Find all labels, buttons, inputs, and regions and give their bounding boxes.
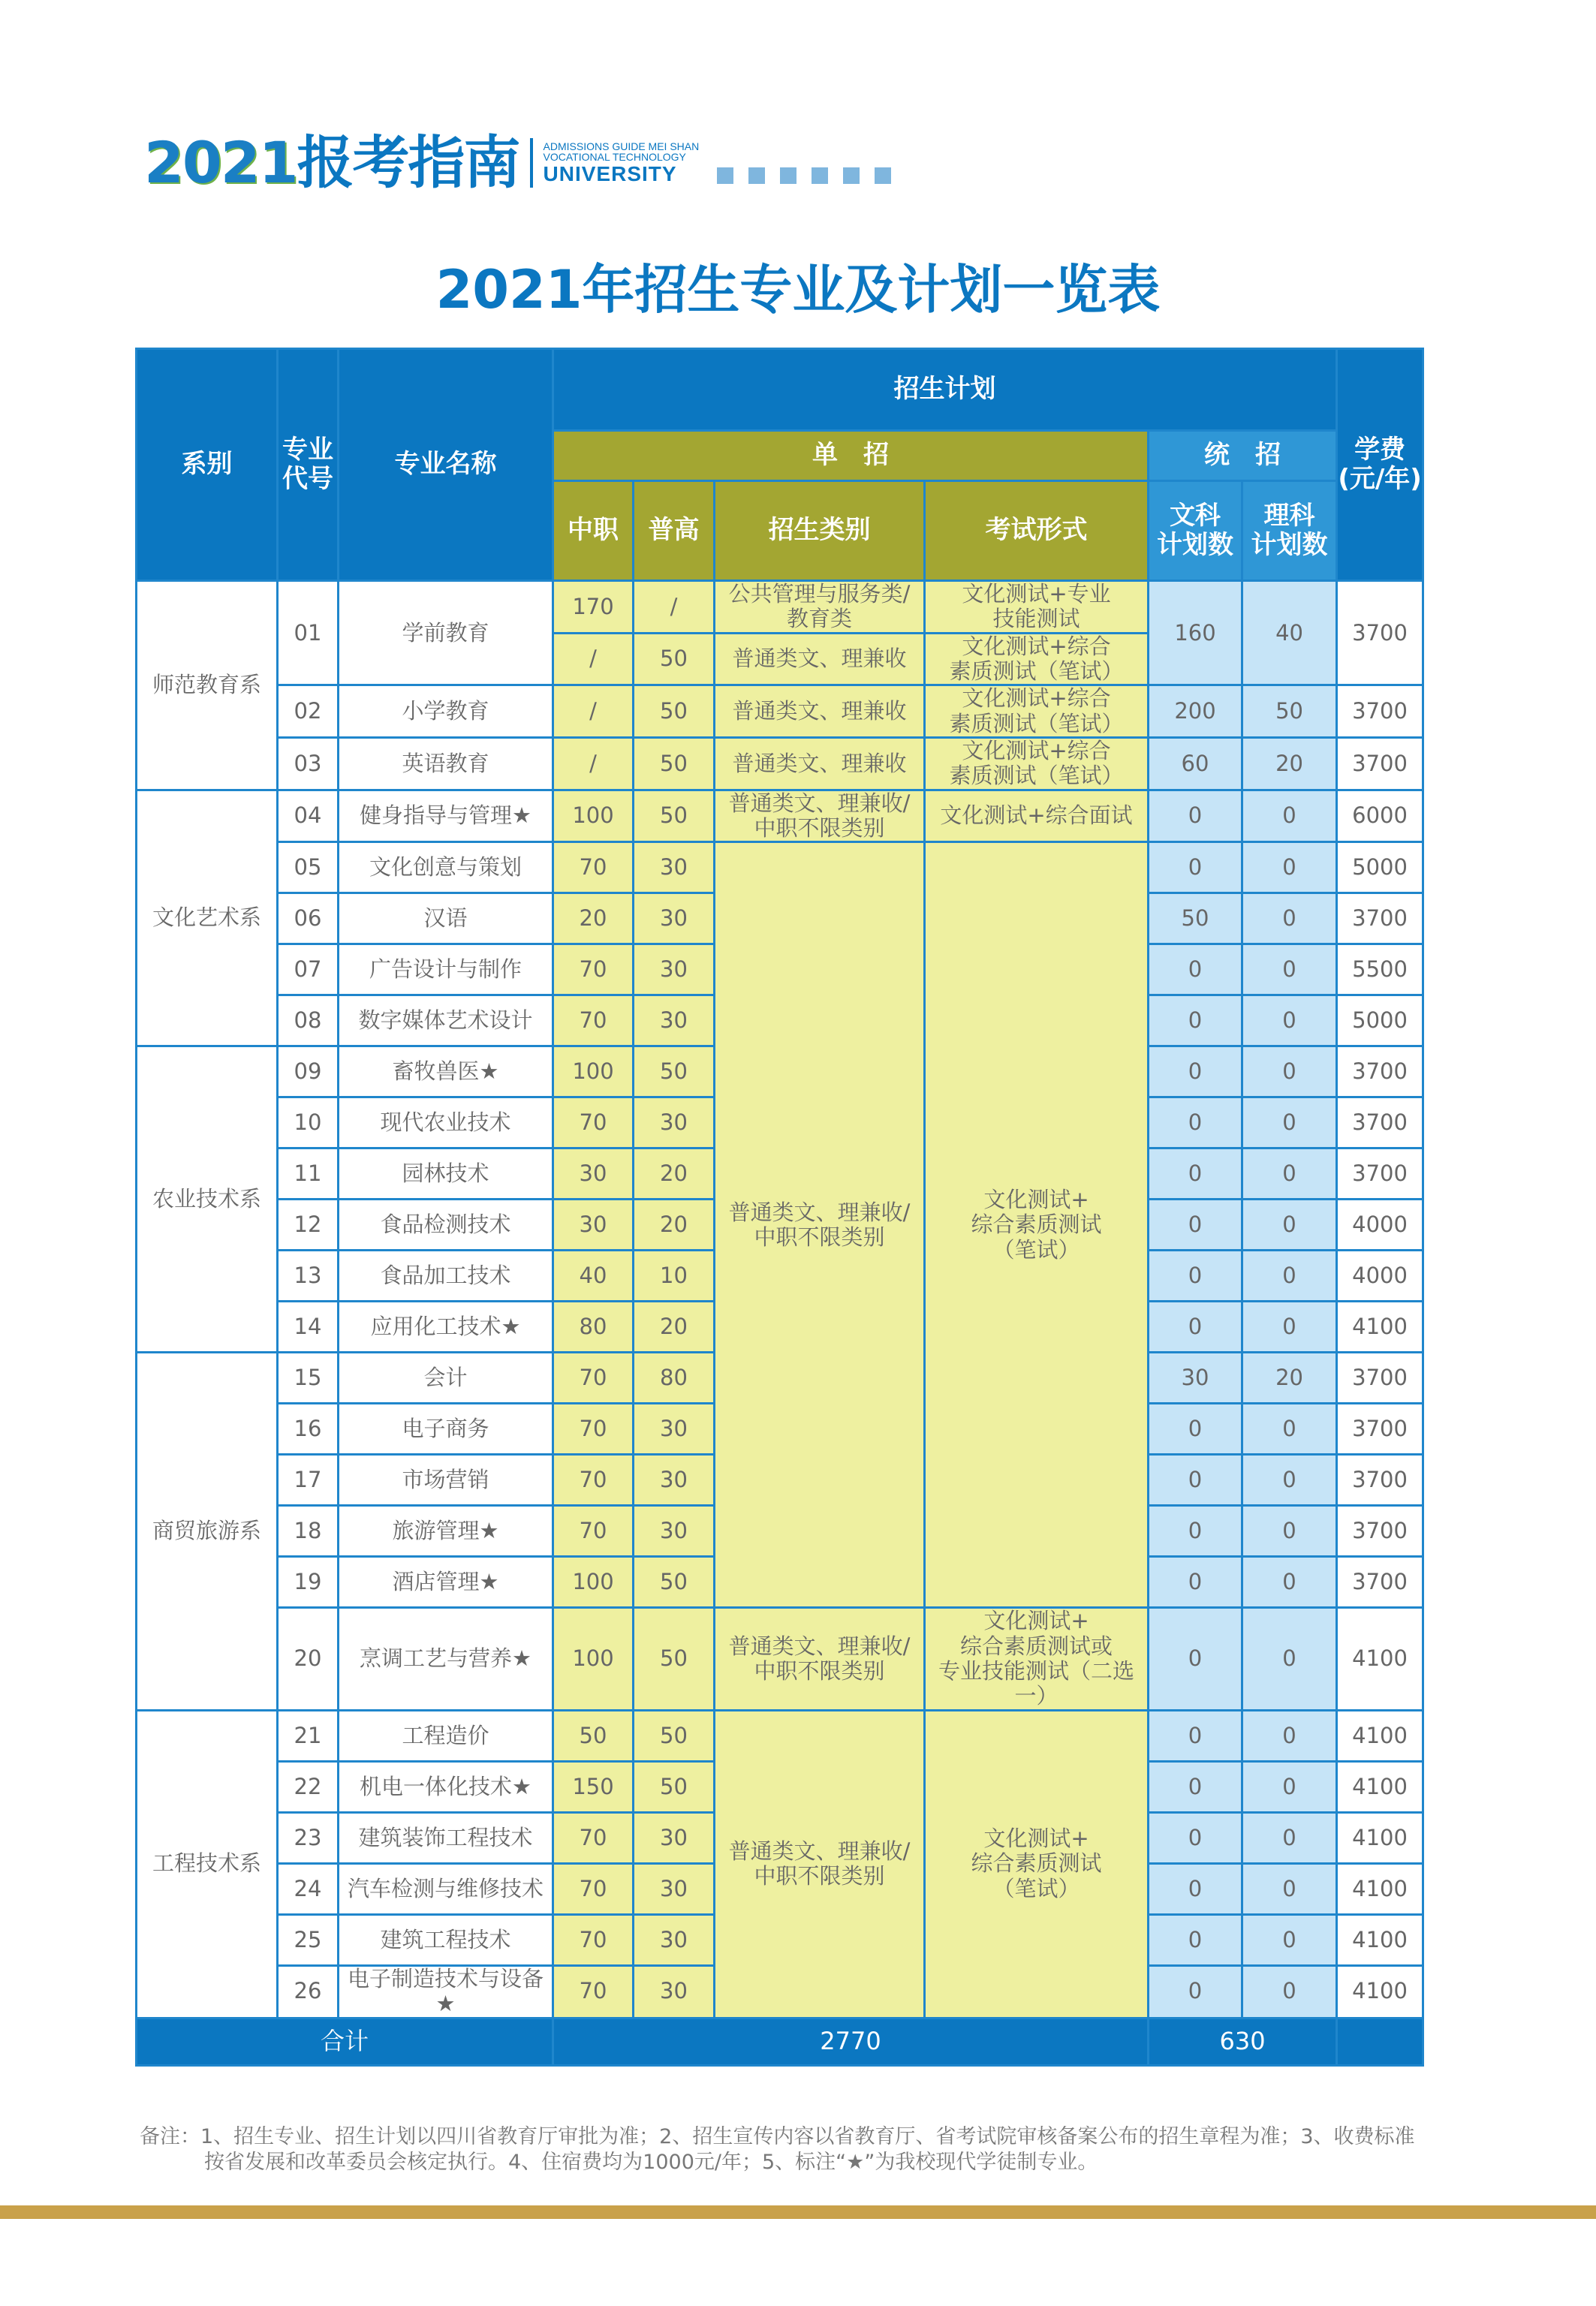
tuition-fee: 4000: [1337, 1251, 1423, 1302]
like-count: 0: [1242, 1506, 1337, 1557]
like-count: 0: [1242, 1710, 1337, 1761]
enroll-category: 普通类文、理兼收/ 中职不限类别: [715, 1608, 925, 1710]
zhongzhi-count: 170: [553, 581, 634, 634]
pugao-count: 30: [634, 1863, 715, 1914]
major-code: 17: [278, 1455, 339, 1506]
unified-total: 630: [1149, 2018, 1337, 2065]
wenke-count: 0: [1149, 1148, 1242, 1200]
major-code: 04: [278, 790, 339, 842]
header-plan: 招生计划: [553, 349, 1337, 431]
major-code: 18: [278, 1506, 339, 1557]
logo-title: 2021报考指南: [144, 129, 519, 196]
wenke-count: 0: [1149, 1965, 1242, 2018]
like-count: 0: [1242, 1251, 1337, 1302]
header-fee: 学费 (元/年): [1337, 349, 1423, 581]
zhongzhi-count: /: [553, 738, 634, 790]
like-count: 0: [1242, 1046, 1337, 1097]
major-code: 14: [278, 1302, 339, 1353]
pugao-count: 50: [634, 1608, 715, 1710]
enroll-category: 普通类文、理兼收/ 中职不限类别: [715, 842, 925, 1608]
like-count: 0: [1242, 1404, 1337, 1455]
department-cell: 师范教育系: [137, 581, 278, 790]
like-count: 0: [1242, 1863, 1337, 1914]
like-count: 0: [1242, 1557, 1337, 1608]
pugao-count: 50: [634, 1557, 715, 1608]
exam-form: 文化测试+综合 素质测试（笔试）: [925, 685, 1149, 738]
major-code: 24: [278, 1863, 339, 1914]
header-wenke: 文科 计划数: [1149, 481, 1242, 581]
major-code: 12: [278, 1200, 339, 1251]
major-name: 小学教育: [339, 685, 553, 738]
wenke-count: 0: [1149, 1914, 1242, 1965]
tuition-fee: 3700: [1337, 685, 1423, 738]
major-code: 26: [278, 1965, 339, 2018]
wenke-count: 0: [1149, 842, 1242, 893]
pugao-count: 30: [634, 944, 715, 995]
exam-form: 文化测试+ 综合素质测试或 专业技能测试（二选一）: [925, 1608, 1149, 1710]
tuition-fee: 3700: [1337, 1506, 1423, 1557]
header-major: 专业名称: [339, 349, 553, 581]
pugao-count: 30: [634, 1506, 715, 1557]
pugao-count: 10: [634, 1251, 715, 1302]
zhongzhi-count: 70: [553, 1965, 634, 2018]
major-name: 英语教育: [339, 738, 553, 790]
tuition-fee: 4000: [1337, 1200, 1423, 1251]
zhongzhi-count: 50: [553, 1710, 634, 1761]
tuition-fee: 3700: [1337, 1097, 1423, 1148]
major-name: 广告设计与制作: [339, 944, 553, 995]
tuition-fee: 4100: [1337, 1965, 1423, 2018]
zhongzhi-count: 30: [553, 1148, 634, 1200]
enroll-category: 公共管理与服务类/ 教育类: [715, 581, 925, 634]
major-code: 10: [278, 1097, 339, 1148]
tuition-fee: 3700: [1337, 1148, 1423, 1200]
major-name: 健身指导与管理★: [339, 790, 553, 842]
wenke-count: 0: [1149, 1557, 1242, 1608]
tuition-fee: 3700: [1337, 1557, 1423, 1608]
zhongzhi-count: 70: [553, 842, 634, 893]
major-name: 食品检测技术: [339, 1200, 553, 1251]
exam-form: 文化测试+综合 素质测试（笔试）: [925, 738, 1149, 790]
major-code: 07: [278, 944, 339, 995]
tuition-fee: 3700: [1337, 581, 1423, 685]
wenke-count: 200: [1149, 685, 1242, 738]
exam-form: 文化测试+ 综合素质测试 （笔试）: [925, 842, 1149, 1608]
wenke-count: 0: [1149, 1302, 1242, 1353]
fee-total: [1337, 2018, 1423, 2065]
single-total: 2770: [553, 2018, 1149, 2065]
wenke-count: 0: [1149, 995, 1242, 1046]
pugao-count: 30: [634, 1965, 715, 2018]
zhongzhi-count: 70: [553, 1506, 634, 1557]
like-count: 0: [1242, 1148, 1337, 1200]
major-name: 工程造价: [339, 1710, 553, 1761]
like-count: 20: [1242, 738, 1337, 790]
zhongzhi-count: 100: [553, 1557, 634, 1608]
pugao-count: 50: [634, 1761, 715, 1812]
wenke-count: 50: [1149, 893, 1242, 944]
wenke-count: 0: [1149, 1812, 1242, 1863]
like-count: 0: [1242, 1200, 1337, 1251]
zhongzhi-count: 20: [553, 893, 634, 944]
zhongzhi-count: 70: [553, 1812, 634, 1863]
zhongzhi-count: 150: [553, 1761, 634, 1812]
tuition-fee: 5500: [1337, 944, 1423, 995]
tuition-fee: 4100: [1337, 1863, 1423, 1914]
zhongzhi-count: 70: [553, 1353, 634, 1404]
major-code: 01: [278, 581, 339, 685]
major-name: 园林技术: [339, 1148, 553, 1200]
major-name: 旅游管理★: [339, 1506, 553, 1557]
wenke-count: 0: [1149, 1710, 1242, 1761]
wenke-count: 60: [1149, 738, 1242, 790]
pugao-count: 30: [634, 893, 715, 944]
tuition-fee: 3700: [1337, 1455, 1423, 1506]
brand-logo: [144, 129, 891, 197]
enroll-category: 普通类文、理兼收/ 中职不限类别: [715, 790, 925, 842]
pugao-count: 30: [634, 1097, 715, 1148]
wenke-count: 0: [1149, 944, 1242, 995]
pugao-count: 50: [634, 1046, 715, 1097]
like-count: 0: [1242, 1761, 1337, 1812]
exam-form: 文化测试+ 综合素质测试 （笔试）: [925, 1710, 1149, 2018]
major-name: 电子商务: [339, 1404, 553, 1455]
tuition-fee: 6000: [1337, 790, 1423, 842]
like-count: 0: [1242, 1455, 1337, 1506]
pugao-count: 50: [634, 633, 715, 685]
wenke-count: 0: [1149, 1200, 1242, 1251]
like-count: 20: [1242, 1353, 1337, 1404]
wenke-count: 0: [1149, 1506, 1242, 1557]
zhongzhi-count: 70: [553, 944, 634, 995]
footer-bar: [0, 2205, 1596, 2219]
major-code: 25: [278, 1914, 339, 1965]
like-count: 0: [1242, 1965, 1337, 2018]
enroll-category: 普通类文、理兼收/ 中职不限类别: [715, 1710, 925, 2018]
major-code: 11: [278, 1148, 339, 1200]
wenke-count: 0: [1149, 1863, 1242, 1914]
zhongzhi-count: 30: [553, 1200, 634, 1251]
major-name: 文化创意与策划: [339, 842, 553, 893]
footnote: 备注：1、招生专业、招生计划以四川省教育厅审批为准；2、招生宣传内容以省教育厅、省考试院审核备案公布的招生章程为准；3、收费标准 按省发展和改革委员会核定执行。4、住宿费均为1000元/年；5、标注“★”为我校现代学徒制专业。: [140, 2125, 1415, 2174]
enroll-category: 普通类文、理兼收: [715, 685, 925, 738]
department-cell: 农业技术系: [137, 1046, 278, 1353]
logo-divider: [530, 138, 533, 188]
major-code: 13: [278, 1251, 339, 1302]
like-count: 0: [1242, 1302, 1337, 1353]
major-code: 15: [278, 1353, 339, 1404]
wenke-count: 0: [1149, 1608, 1242, 1710]
like-count: 0: [1242, 1914, 1337, 1965]
wenke-count: 160: [1149, 581, 1242, 685]
zhongzhi-count: /: [553, 685, 634, 738]
zhongzhi-count: 70: [553, 1455, 634, 1506]
pugao-count: 30: [634, 1404, 715, 1455]
wenke-count: 0: [1149, 1046, 1242, 1097]
major-name: 应用化工技术★: [339, 1302, 553, 1353]
tuition-fee: 4100: [1337, 1608, 1423, 1710]
like-count: 0: [1242, 1097, 1337, 1148]
enroll-category: 普通类文、理兼收: [715, 738, 925, 790]
pugao-count: 50: [634, 685, 715, 738]
major-name: 汉语: [339, 893, 553, 944]
like-count: 40: [1242, 581, 1337, 685]
tuition-fee: 4100: [1337, 1812, 1423, 1863]
table-row: [137, 1608, 1423, 1710]
pugao-count: 30: [634, 1812, 715, 1863]
header-unified: 统 招: [1149, 431, 1337, 481]
wenke-count: 0: [1149, 1251, 1242, 1302]
tuition-fee: 3700: [1337, 738, 1423, 790]
tuition-fee: 3700: [1337, 893, 1423, 944]
tuition-fee: 5000: [1337, 995, 1423, 1046]
major-code: 06: [278, 893, 339, 944]
total-row: [137, 2018, 1423, 2065]
zhongzhi-count: 70: [553, 1914, 634, 1965]
wenke-count: 30: [1149, 1353, 1242, 1404]
like-count: 0: [1242, 944, 1337, 995]
exam-form: 文化测试+综合面试: [925, 790, 1149, 842]
major-code: 20: [278, 1608, 339, 1710]
major-name: 现代农业技术: [339, 1097, 553, 1148]
major-code: 08: [278, 995, 339, 1046]
major-code: 16: [278, 1404, 339, 1455]
like-count: 0: [1242, 1608, 1337, 1710]
wenke-count: 0: [1149, 1455, 1242, 1506]
wenke-count: 0: [1149, 790, 1242, 842]
zhongzhi-count: 70: [553, 1404, 634, 1455]
header-code: 专业 代号: [278, 349, 339, 581]
wenke-count: 0: [1149, 1761, 1242, 1812]
wenke-count: 0: [1149, 1404, 1242, 1455]
pugao-count: /: [634, 581, 715, 634]
zhongzhi-count: 40: [553, 1251, 634, 1302]
enrollment-plan-table: [135, 348, 1424, 2067]
table-row: [137, 842, 1423, 893]
major-code: 02: [278, 685, 339, 738]
major-name: 机电一体化技术★: [339, 1761, 553, 1812]
zhongzhi-count: /: [553, 633, 634, 685]
wenke-count: 0: [1149, 1097, 1242, 1148]
exam-form: 文化测试+综合 素质测试（笔试）: [925, 633, 1149, 685]
table-row: [137, 581, 1423, 634]
enroll-category: 普通类文、理兼收: [715, 633, 925, 685]
major-code: 03: [278, 738, 339, 790]
zhongzhi-count: 70: [553, 1097, 634, 1148]
major-name: 市场营销: [339, 1455, 553, 1506]
zhongzhi-count: 100: [553, 1046, 634, 1097]
major-name: 数字媒体艺术设计: [339, 995, 553, 1046]
like-count: 50: [1242, 685, 1337, 738]
tuition-fee: 4100: [1337, 1914, 1423, 1965]
zhongzhi-count: 80: [553, 1302, 634, 1353]
header-single: 单 招: [553, 431, 1149, 481]
major-name: 建筑工程技术: [339, 1914, 553, 1965]
pugao-count: 50: [634, 1710, 715, 1761]
tuition-fee: 5000: [1337, 842, 1423, 893]
header-exam: 考试形式: [925, 481, 1149, 581]
exam-form: 文化测试+专业 技能测试: [925, 581, 1149, 634]
pugao-count: 50: [634, 790, 715, 842]
major-name: 食品加工技术: [339, 1251, 553, 1302]
tuition-fee: 3700: [1337, 1404, 1423, 1455]
major-name: 建筑装饰工程技术: [339, 1812, 553, 1863]
total-label: 合计: [137, 2018, 553, 2065]
zhongzhi-count: 70: [553, 995, 634, 1046]
header-pugao: 普高: [634, 481, 715, 581]
zhongzhi-count: 100: [553, 790, 634, 842]
major-code: 23: [278, 1812, 339, 1863]
pugao-count: 30: [634, 1455, 715, 1506]
tuition-fee: 4100: [1337, 1302, 1423, 1353]
header-department: 系别: [137, 349, 278, 581]
pugao-count: 30: [634, 1914, 715, 1965]
table-row: [137, 790, 1423, 842]
header-zhongzhi: 中职: [553, 481, 634, 581]
major-name: 电子制造技术与设备★: [339, 1965, 553, 2018]
logo-english: ADMISSIONS GUIDE MEI SHAN VOCATIONAL TECHNOLOGY UNIVERSITY: [543, 140, 700, 185]
like-count: 0: [1242, 893, 1337, 944]
major-code: 19: [278, 1557, 339, 1608]
major-name: 畜牧兽医★: [339, 1046, 553, 1097]
major-code: 22: [278, 1761, 339, 1812]
table-row: [137, 1710, 1423, 1761]
like-count: 0: [1242, 842, 1337, 893]
major-code: 05: [278, 842, 339, 893]
header-category: 招生类别: [715, 481, 925, 581]
department-cell: 文化艺术系: [137, 790, 278, 1046]
major-name: 学前教育: [339, 581, 553, 685]
department-cell: 商贸旅游系: [137, 1353, 278, 1710]
zhongzhi-count: 70: [553, 1863, 634, 1914]
tuition-fee: 3700: [1337, 1046, 1423, 1097]
major-name: 烹调工艺与营养★: [339, 1608, 553, 1710]
department-cell: 工程技术系: [137, 1710, 278, 2018]
tuition-fee: 4100: [1337, 1761, 1423, 1812]
pugao-count: 20: [634, 1148, 715, 1200]
major-name: 汽车检测与维修技术: [339, 1863, 553, 1914]
like-count: 0: [1242, 790, 1337, 842]
like-count: 0: [1242, 995, 1337, 1046]
pugao-count: 20: [634, 1302, 715, 1353]
major-name: 酒店管理★: [339, 1557, 553, 1608]
decorative-squares: [717, 167, 891, 184]
pugao-count: 30: [634, 995, 715, 1046]
table-row: [137, 738, 1423, 790]
page-title: 2021年招生专业及计划一览表: [435, 259, 1161, 321]
table-row: [137, 685, 1423, 738]
major-code: 09: [278, 1046, 339, 1097]
major-name: 会计: [339, 1353, 553, 1404]
tuition-fee: 4100: [1337, 1710, 1423, 1761]
major-code: 21: [278, 1710, 339, 1761]
like-count: 0: [1242, 1812, 1337, 1863]
pugao-count: 80: [634, 1353, 715, 1404]
zhongzhi-count: 100: [553, 1608, 634, 1710]
pugao-count: 30: [634, 842, 715, 893]
tuition-fee: 3700: [1337, 1353, 1423, 1404]
pugao-count: 20: [634, 1200, 715, 1251]
pugao-count: 50: [634, 738, 715, 790]
header-like: 理科 计划数: [1242, 481, 1337, 581]
